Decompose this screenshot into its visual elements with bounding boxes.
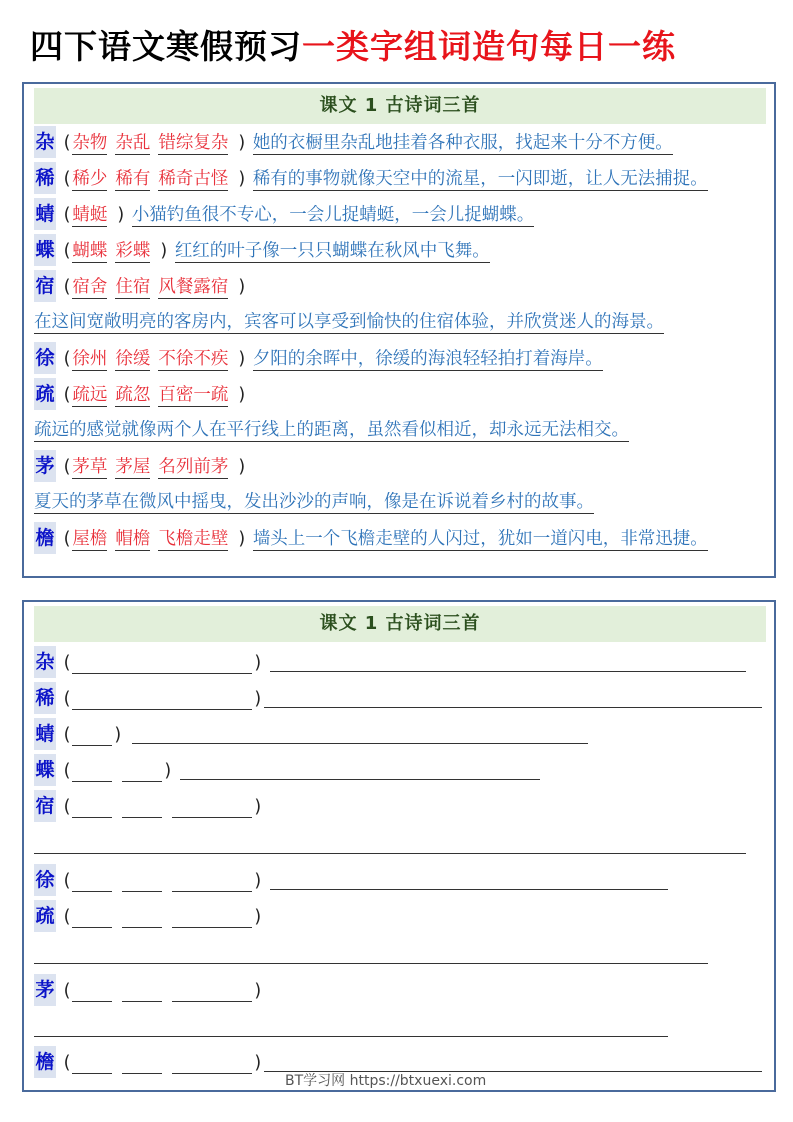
- entry-row: 杂 ( 杂物 杂乱 错综复杂 ) 她的衣橱里杂乱地挂着各种衣服，找起来十分不方便。: [34, 126, 673, 158]
- title-black-part: 四下语文寒假预习: [30, 27, 302, 66]
- entry-row: 檐 ( 屋檐 帽檐 飞檐走壁 ) 墙头上一个飞檐走壁的人闪过，犹如一道闪电，非常迅捷。: [34, 522, 708, 554]
- word: 徐缓: [115, 349, 151, 369]
- word: 杂物: [72, 133, 108, 153]
- entry-row: 蜻 ( 蜻蜓 ) 小猫钓鱼很不专心，一会儿捉蜻蜓，一会儿捉蝴蝶。: [34, 198, 534, 230]
- words-blank[interactable]: [72, 723, 112, 746]
- words-blank[interactable]: [122, 869, 162, 892]
- title-red-part: 一类字组词造句每日一练: [302, 27, 676, 66]
- words-blank[interactable]: [122, 979, 162, 1002]
- words-blank[interactable]: [72, 651, 252, 674]
- word: 宿舍: [72, 277, 108, 297]
- word: 徐州: [72, 349, 108, 369]
- sentence-blank[interactable]: [270, 671, 746, 672]
- example-sentence: 稀有的事物就像天空中的流星，一闪即逝，让人无法捕捉。: [252, 169, 708, 189]
- target-char: 徐: [34, 342, 56, 374]
- lesson-title: 课文 1 古诗词三首: [34, 606, 766, 642]
- word: 蜻蜓: [72, 205, 108, 225]
- word: 不徐不疾: [158, 349, 229, 369]
- page-title: [30, 22, 676, 72]
- word: 风餐露宿: [158, 277, 229, 297]
- practice-row: 蝶 ( ): [34, 754, 173, 786]
- word: 茅草: [72, 457, 108, 477]
- target-char: 疏: [34, 900, 56, 932]
- example-sentence: 红红的叶子像一只只蝴蝶在秋风中飞舞。: [174, 241, 490, 261]
- word: 错综复杂: [158, 133, 229, 153]
- word: 稀有: [115, 169, 151, 189]
- entry-row: 疏 ( 疏远 疏忽 百密一疏 ): [34, 378, 247, 410]
- entry-row: 蝶 ( 蝴蝶 彩蝶 ) 红红的叶子像一只只蝴蝶在秋风中飞舞。: [34, 234, 490, 266]
- word: 住宿: [115, 277, 151, 297]
- practice-row: 疏 ( ): [34, 900, 263, 932]
- word: 茅屋: [115, 457, 151, 477]
- word: 百密一疏: [158, 385, 229, 405]
- target-char: 宿: [34, 790, 56, 822]
- target-char: 宿: [34, 270, 56, 302]
- words-blank[interactable]: [72, 869, 112, 892]
- sentence-line: [34, 486, 594, 518]
- target-char: 蜻: [34, 198, 56, 230]
- words-blank[interactable]: [172, 979, 252, 1002]
- target-char: 檐: [34, 1046, 56, 1078]
- word: 杂乱: [115, 133, 151, 153]
- sentence-blank[interactable]: [264, 707, 762, 708]
- words-blank[interactable]: [122, 795, 162, 818]
- practice-row: 蜻 ( ): [34, 718, 123, 750]
- example-sentence: 夏天的茅草在微风中摇曳，发出沙沙的声响，像是在诉说着乡村的故事。: [34, 492, 594, 512]
- sentence-line: [34, 414, 629, 446]
- practice-row: 杂 ( ): [34, 646, 263, 678]
- word: 飞檐走壁: [158, 529, 229, 549]
- target-char: 杂: [34, 126, 56, 158]
- target-char: 蜻: [34, 718, 56, 750]
- word: 稀奇古怪: [158, 169, 229, 189]
- target-char: 檐: [34, 522, 56, 554]
- practice-row: 徐 ( ): [34, 864, 263, 896]
- example-sentence: 夕阳的余晖中，徐缓的海浪轻轻拍打着海岸。: [252, 349, 603, 369]
- target-char: 茅: [34, 450, 56, 482]
- entry-row: 茅 ( 茅草 茅屋 名列前茅 ): [34, 450, 247, 482]
- words-blank[interactable]: [122, 905, 162, 928]
- words-blank[interactable]: [122, 759, 162, 782]
- word: 疏忽: [115, 385, 151, 405]
- word: 蝴蝶: [72, 241, 108, 261]
- practice-row: 稀 ( ): [34, 682, 263, 714]
- words-blank[interactable]: [172, 869, 252, 892]
- target-char: 稀: [34, 162, 56, 194]
- target-char: 茅: [34, 974, 56, 1006]
- words-blank[interactable]: [72, 759, 112, 782]
- words-blank[interactable]: [72, 905, 112, 928]
- practice-panel: [22, 600, 776, 1092]
- sentence-blank[interactable]: [34, 963, 708, 964]
- entry-row: 宿 ( 宿舍 住宿 风餐露宿 ): [34, 270, 247, 302]
- words-blank[interactable]: [72, 979, 112, 1002]
- words-blank[interactable]: [72, 1051, 112, 1074]
- sentence-blank[interactable]: [34, 1036, 668, 1037]
- sentence-blank[interactable]: [34, 853, 746, 854]
- practice-row: 茅 ( ): [34, 974, 263, 1006]
- sentence-blank[interactable]: [270, 889, 668, 890]
- example-sentence: 她的衣橱里杂乱地挂着各种衣服，找起来十分不方便。: [252, 133, 673, 153]
- words-blank[interactable]: [122, 1051, 162, 1074]
- answer-panel: [22, 82, 776, 578]
- words-blank[interactable]: [72, 687, 252, 710]
- target-char: 杂: [34, 646, 56, 678]
- practice-row: 宿 ( ): [34, 790, 263, 822]
- target-char: 疏: [34, 378, 56, 410]
- target-char: 蝶: [34, 754, 56, 786]
- sentence-line: [34, 306, 664, 338]
- example-sentence: 疏远的感觉就像两个人在平行线上的距离，虽然看似相近，却永远无法相交。: [34, 420, 629, 440]
- word: 疏远: [72, 385, 108, 405]
- entry-row: 徐 ( 徐州 徐缓 不徐不疾 ) 夕阳的余晖中，徐缓的海浪轻轻拍打着海岸。: [34, 342, 603, 374]
- watermark: BT学习网 https://btxuexi.com: [285, 1073, 487, 1089]
- word: 名列前茅: [158, 457, 229, 477]
- target-char: 徐: [34, 864, 56, 896]
- example-sentence: 小猫钓鱼很不专心，一会儿捉蜻蜓，一会儿捉蝴蝶。: [131, 205, 535, 225]
- word: 彩蝶: [115, 241, 151, 261]
- practice-row: 檐 ( ): [34, 1046, 263, 1078]
- words-blank[interactable]: [172, 795, 252, 818]
- target-char: 稀: [34, 682, 56, 714]
- sentence-blank[interactable]: [180, 779, 540, 780]
- sentence-blank[interactable]: [132, 743, 588, 744]
- example-sentence: 墙头上一个飞檐走壁的人闪过，犹如一道闪电，非常迅捷。: [252, 529, 708, 549]
- word: 屋檐: [72, 529, 108, 549]
- words-blank[interactable]: [172, 905, 252, 928]
- example-sentence: 在这间宽敞明亮的客房内，宾客可以享受到愉快的住宿体验，并欣赏迷人的海景。: [34, 312, 664, 332]
- target-char: 蝶: [34, 234, 56, 266]
- word: 稀少: [72, 169, 108, 189]
- words-blank[interactable]: [172, 1051, 252, 1074]
- word: 帽檐: [115, 529, 151, 549]
- words-blank[interactable]: [72, 795, 112, 818]
- entry-row: 稀 ( 稀少 稀有 稀奇古怪 ) 稀有的事物就像天空中的流星，一闪即逝，让人无法捕捉。: [34, 162, 708, 194]
- lesson-title: 课文 1 古诗词三首: [34, 88, 766, 124]
